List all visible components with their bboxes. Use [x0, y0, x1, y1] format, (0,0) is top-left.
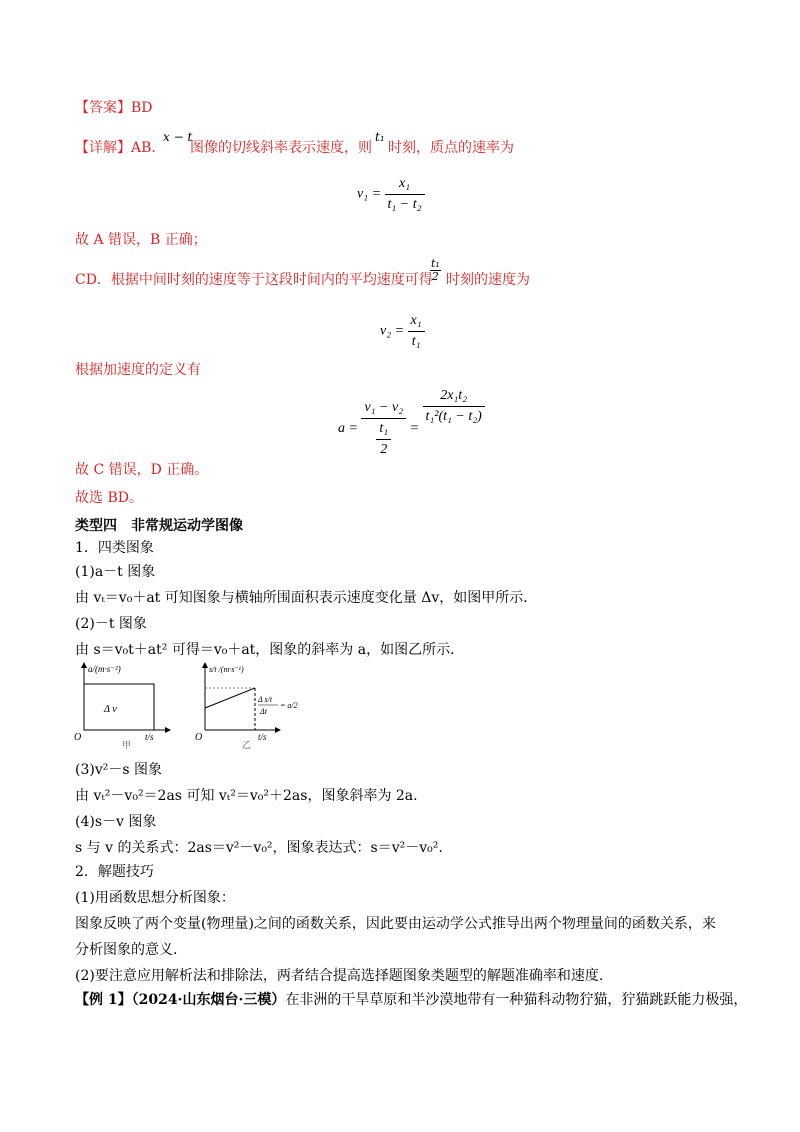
equation-v2	[380, 313, 425, 350]
cd-fraction	[430, 258, 441, 283]
fig1-xlabel: t/s	[145, 732, 154, 742]
tip-function-body-1: 图象反映了两个变量(物理量)之间的函数关系，因此要由运动学公式推导出两个物理量间的函数关系，来	[75, 916, 716, 932]
tip-function-body-2: 分析图象的意义.	[75, 942, 178, 958]
fig2-origin: O	[195, 732, 203, 743]
t1-symbol: t₁	[375, 130, 385, 144]
ab-prefix: AB．	[131, 140, 166, 156]
figure-jia	[74, 662, 171, 750]
eq3-num2: 2x₁t₂	[423, 388, 485, 407]
fig1-ylabel: a/(m·s⁻²)	[88, 664, 121, 674]
cd-frac-num: t₁	[431, 257, 440, 270]
fig1-area-label: Δ v	[104, 704, 117, 715]
answer-label: 【答案】	[75, 100, 131, 116]
conclusion-ab: 故 A 错误，B 正确；	[75, 232, 207, 248]
eq3-equals: =	[409, 420, 420, 436]
item-techniques: 2．解题技巧	[75, 864, 154, 880]
eq2-lhs: v₂ =	[380, 323, 405, 339]
cd-text2: 时刻的速度为	[446, 272, 530, 288]
sub-v2-s: (3)v²－s 图象	[75, 762, 162, 778]
eq3-den1-num: t₁	[376, 421, 391, 440]
sub-a-t: (1)a－t 图象	[75, 564, 156, 580]
fig2-slope-rhs: = a/2	[280, 701, 298, 710]
detail-label: 【详解】	[75, 140, 131, 156]
accel-definition-text: 根据加速度的定义有	[75, 362, 201, 378]
sub-s-v-body: s 与 v 的关系式：2as＝v²－v₀²，图象表达式：s＝v²－v₀².	[75, 840, 443, 856]
eq3-den2: t₁²(t₁ − t₂)	[425, 409, 482, 424]
eq1-num: x₁	[385, 176, 425, 195]
fig2-slope-num: Δ s/t	[258, 695, 273, 704]
sub-s-t-body: 由 s＝v₀t＋at² 可得＝v₀＋at，图象的斜率为 a，如图乙所示．	[75, 642, 465, 658]
fig2-caption: 乙	[242, 740, 252, 750]
example-label: 【例 1】	[75, 992, 132, 1008]
eq3-lhs: a =	[338, 420, 358, 436]
equation-a	[338, 388, 485, 458]
fig1-caption: 甲	[122, 740, 132, 750]
figure-yi	[195, 662, 298, 750]
eq3-den1-den: 2	[380, 441, 388, 457]
equation-v1	[357, 176, 425, 213]
answer-line	[75, 98, 153, 118]
eq3-den1-fraction	[376, 421, 391, 458]
cd-frac-den: 2	[431, 270, 439, 283]
tip-function: (1)用函数思想分析图象：	[75, 890, 235, 906]
cd-text1: CD．根据中间时刻的速度等于这段时间内的平均速度可得	[75, 272, 433, 288]
fig2-ylabel: s/t /(m·s⁻¹)	[209, 665, 244, 674]
fig2-xlabel: t/s	[258, 732, 267, 742]
example-text: 在非洲的干旱草原和半沙漠地带有一种猫科动物狞猫，狞猫跳跃能力极强，	[285, 992, 748, 1008]
section-heading: 类型四 非常规运动学图像	[75, 518, 243, 534]
conclusion-cd: 故 C 错误，D 正确。	[75, 462, 209, 478]
tip-methods: (2)要注意应用解析法和排除法，两者结合提高选择题图象类题型的解题准确率和速度.	[75, 968, 604, 984]
example-1-line	[75, 990, 747, 1010]
item-four-graphs: 1．四类图象	[75, 540, 154, 556]
eq1-lhs: v₁ =	[357, 186, 382, 202]
sub-a-t-body: 由 vₜ＝v₀＋at 可知图象与横轴所围面积表示速度变化量 Δv，如图甲所示．	[75, 590, 538, 606]
fig1-origin: O	[74, 732, 82, 743]
answer-value: BD	[131, 100, 153, 116]
ab-text2: 时刻，质点的速率为	[388, 140, 514, 156]
sub-s-t: (2)－t 图象	[75, 616, 147, 632]
fig2-slope-den: Δt	[260, 707, 267, 716]
eq2-den: t₁	[411, 334, 421, 349]
eq3-num1: v₁ − v₂	[361, 400, 406, 419]
sub-v2-s-body: 由 vₜ²－v₀²＝2as 可知 vₜ²＝v₀²＋2as，图象斜率为 2a.	[75, 788, 418, 804]
example-source: （2024·山东烟台·三模）	[131, 992, 286, 1008]
eq2-num: x₁	[408, 313, 425, 332]
detail-ab-line	[75, 138, 165, 158]
eq1-den: t₁ − t₂	[387, 197, 422, 212]
sub-s-v: (4)s－v 图象	[75, 814, 157, 830]
ab-text1: 图像的切线斜率表示速度，则	[190, 140, 372, 156]
eq1-fraction	[385, 176, 425, 213]
eq3-fraction2	[423, 388, 485, 425]
final-choice: 故选 BD。	[75, 490, 143, 506]
xt-symbol: x − t	[163, 130, 193, 144]
figures-a-t-and-s-t	[70, 660, 310, 752]
eq2-fraction	[408, 313, 425, 350]
eq3-fraction1	[361, 400, 406, 458]
